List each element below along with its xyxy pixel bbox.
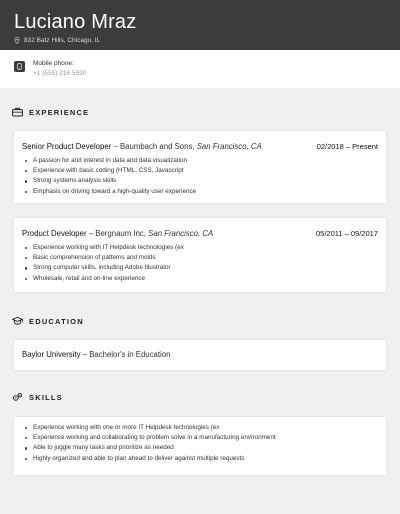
graduation-cap-icon: [12, 316, 23, 326]
list-item: Experience with basic coding (HTML, CSS, Javascript: [22, 166, 378, 176]
list-item: A passion for and interest in data and data visualization: [22, 156, 378, 166]
skills-card: [14, 417, 386, 475]
skills-title: SKILLS: [29, 392, 63, 402]
job-role: Product Developer: [22, 229, 87, 238]
contact-bar: [0, 50, 400, 88]
job-role: Senior Product Developer: [22, 142, 112, 151]
job-location: San Francisco, CA: [148, 229, 214, 238]
list-item: Able to juggle many tasks and prioritize as needed: [22, 443, 378, 453]
job-title-line: Product Developer – Bergnaum Inc, San Francisco, CA: [22, 229, 214, 238]
candidate-name: Luciano Mraz: [14, 11, 137, 33]
briefcase-icon: [12, 107, 23, 117]
education-title: EDUCATION: [29, 316, 84, 326]
list-item: Emphasis on driving toward a high-quality user experience: [22, 187, 378, 197]
skills-gear-icon: [12, 392, 23, 402]
job-dates: 02/2018 – Present: [316, 142, 378, 151]
job-org: Baumbach and Sons,: [119, 142, 195, 151]
skills-list: [22, 423, 378, 464]
job-bullets: [22, 243, 378, 284]
list-item: Strong systems analysis skills: [22, 176, 378, 186]
phone-block: [33, 60, 86, 78]
list-item: Experience working with one or more IT Helpdesk technologies (ex: [22, 423, 378, 433]
skills-heading: [12, 392, 63, 402]
list-item: Highly organized and able to plan ahead to deliver against multiple requests: [22, 454, 378, 464]
address-text: 832 Batz Hills, Chicago, IL: [24, 37, 101, 44]
education-card: [14, 340, 386, 370]
job-org: Bergnaum Inc,: [95, 229, 146, 238]
resume-header: [0, 0, 400, 50]
list-item: Experience working and collaborating to problem solve in a manufacturing environment: [22, 433, 378, 443]
degree-name: Bachelor's in Education: [89, 350, 171, 359]
phone-icon: [14, 61, 25, 72]
school-name: Baylor University: [22, 350, 81, 359]
address-line: [14, 37, 386, 44]
phone-value[interactable]: +1 (555) 216 5590: [33, 70, 87, 77]
education-heading: [12, 316, 84, 326]
experience-card: [14, 131, 386, 203]
job-bullets: [22, 156, 378, 197]
list-item: Basic comprehension of patterns and molds: [22, 253, 378, 263]
job-title-line: Senior Product Developer – Baumbach and Sons, San Francisco, CA: [22, 142, 262, 151]
experience-card: [14, 218, 386, 292]
experience-title: EXPERIENCE: [29, 107, 90, 117]
job-location: San Francisco, CA: [196, 142, 262, 151]
education-line: Baylor University – Bachelor's in Education: [22, 350, 171, 359]
list-item: Strong computer skills, including Adobe Illustrator: [22, 263, 378, 273]
job-dates: 05/2011 – 09/2017: [315, 229, 378, 238]
list-item: Experience working with IT Helpdesk technologies (ex: [22, 243, 378, 253]
phone-label: Mobile phone:: [33, 60, 74, 67]
experience-heading: [12, 107, 89, 117]
list-item: Wholesale, retail and on-line experience: [22, 274, 378, 284]
location-pin-icon: [14, 37, 20, 44]
